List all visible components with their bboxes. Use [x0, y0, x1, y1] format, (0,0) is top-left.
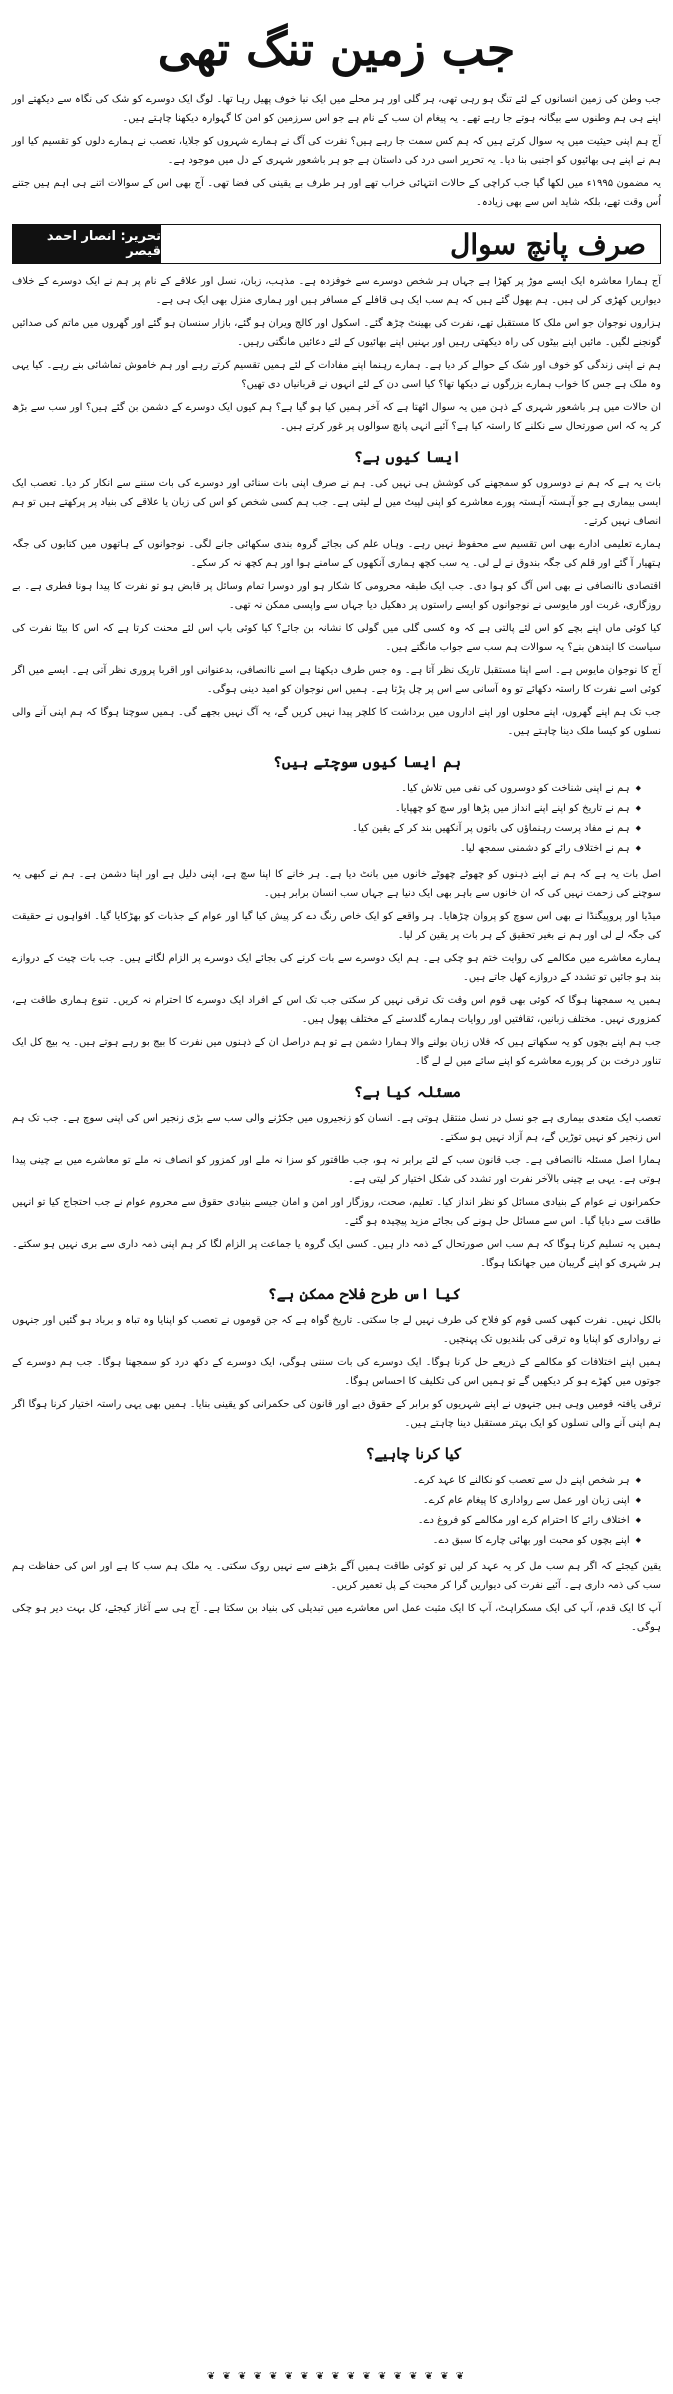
intro-paragraph: آج ہم اپنی حیثیت میں یہ سوال کرتے ہیں کہ ہم کس سمت جا رہے ہیں؟ نفرت کی آگ نے ہمارے شہروں کو جلایا، تعصب نے ہمارے دلوں کو تقسیم کیا اور ہم نے اپنے ہی بھائیوں کو اجنبی بنا دیا۔ یہ تحریر اسی درد کی داستان ہے جو ہر باشعور شہری کے دل میں موجود ہے۔ — [12, 136, 661, 166]
body-paragraph: آج کا نوجوان مایوس ہے۔ اسے اپنا مستقبل تاریک نظر آتا ہے۔ وہ جس طرف دیکھتا ہے اسے ناانصافی، بدعنوانی اور اقربا پروری نظر آتی ہے۔ ایسے میں اگر کوئی اسے نفرت کا راستہ دکھائے تو وہ آسانی سے اس پر چل پڑتا ہے۔ ہمیں اس نوجوان کو امید دینی ہوگی۔ — [12, 665, 661, 695]
body-paragraph: آپ کا ایک قدم، آپ کی ایک مسکراہٹ، آپ کا ایک مثبت عمل اس معاشرے میں تبدیلی کی بنیاد بن سکتا ہے۔ آج ہی سے آغاز کیجئے، کل بہت دیر ہو چکی ہوگی۔ — [12, 1603, 661, 1633]
list-item: ◆ ہم نے اپنی شناخت کو دوسروں کی نفی میں تلاش کیا۔ — [12, 779, 641, 799]
body-paragraph: حکمرانوں نے عوام کے بنیادی مسائل کو نظر انداز کیا۔ تعلیم، صحت، روزگار اور امن و امان جیسے بنیادی حقوق سے محروم عوام نے جب احتجاج کیا تو انہیں طاقت سے دبایا گیا۔ اس سے مسائل حل ہونے کی بجائے مزید پیچیدہ ہو گئے۔ — [12, 1197, 661, 1227]
section-heading: مسئلہ کیا ہے؟ — [353, 1083, 461, 1101]
body-paragraph: ہمیں یہ سمجھنا ہوگا کہ کوئی بھی قوم اس وقت تک ترقی نہیں کر سکتی جب تک اس کے افراد ایک دوسرے کا احترام نہ کریں۔ تنوع ہماری طاقت ہے، کمزوری نہیں۔ مختلف زبانیں، ثقافتیں اور روایات ہمارے گلدستے کے مختلف پھول ہیں۔ — [12, 995, 661, 1025]
intro-paragraph: جب وطن کی زمین انسانوں کے لئے تنگ ہو رہی تھی، ہر گلی اور ہر محلے میں ایک نیا خوف پھیل رہا تھا۔ لوگ ایک دوسرے کو شک کی نگاہ سے دیکھتے اور اپنے ہی ہم وطنوں سے بیگانہ ہوتے جا رہے تھے۔ یہ پیغام ان سب کے نام ہے جو اس سرزمین کو امن کا گہوارہ دیکھنا چاہتے ہیں۔ — [12, 94, 661, 124]
list-item: ◆ اختلاف رائے کا احترام کرے اور مکالمے کو فروغ دے۔ — [12, 1511, 641, 1531]
body-paragraph: ان حالات میں ہر باشعور شہری کے ذہن میں یہ سوال اٹھتا ہے کہ آخر ہمیں کیا ہو گیا ہے؟ ہم کیوں ایک دوسرے کے دشمن بن گئے ہیں؟ اور سب سے بڑھ کر یہ کہ اس صورتحال سے نکلنے کا راستہ کیا ہے؟ آئیے انہی پانچ سوالوں پر غور کرتے ہیں۔ — [12, 402, 661, 432]
section-heading: کیا کرنا چاہیے؟ — [366, 1445, 461, 1463]
list-item: ◆ اپنی زبان اور عمل سے رواداری کا پیغام عام کرے۔ — [12, 1491, 641, 1511]
body-paragraph: ہم نے اپنی زندگی کو خوف اور شک کے حوالے کر دیا ہے۔ ہمارے رہنما اپنے مفادات کے لئے ہمیں تقسیم کرتے رہے اور ہم خاموش تماشائی بنے رہے۔ کیا یہی وہ ملک ہے جس کا خواب ہمارے بزرگوں نے دیکھا تھا؟ کیا اسی دن کے لئے انہوں نے قربانیاں دی تھیں؟ — [12, 360, 661, 390]
footer-ornament: ❦ ❦ ❦ ❦ ❦ ❦ ❦ ❦ ❦ ❦ ❦ ❦ ❦ ❦ ❦ ❦ ❦ — [206, 2371, 467, 2382]
body-paragraph: اقتصادی ناانصافی نے بھی اس آگ کو ہوا دی۔ جب ایک طبقہ محرومی کا شکار ہو اور دوسرا تمام وسائل پر قابض ہو تو نفرت کا پیدا ہونا فطری ہے۔ بے روزگاری، غربت اور مایوسی نے نوجوانوں کو ایسے راستوں پر دھکیل دیا جہاں سے واپسی ممکن نہ تھی۔ — [12, 581, 661, 611]
body-paragraph: ہمیں اپنے اختلافات کو مکالمے کے ذریعے حل کرنا ہوگا۔ ایک دوسرے کی بات سننی ہوگی، ایک دوسرے کے دکھ درد کو سمجھنا ہوگا۔ جب ہم دوسرے کے جوتوں میں کھڑے ہو کر دیکھیں گے تو ہمیں اس کی تکلیف کا احساس ہوگا۔ — [12, 1357, 661, 1387]
list-item: ◆ ہم نے اختلاف رائے کو دشمنی سمجھ لیا۔ — [12, 839, 641, 859]
body-paragraph: تعصب ایک متعدی بیماری ہے جو نسل در نسل منتقل ہوتی ہے۔ انسان کو زنجیروں میں جکڑنے والی سب سے بڑی زنجیر اس کی اپنی سوچ ہے۔ جب تک ہم اس زنجیر کو نہیں توڑیں گے، ہم آزاد نہیں ہو سکتے۔ — [12, 1113, 661, 1143]
list-item: ◆ ہم نے مفاد پرست رہنماؤں کی باتوں پر آنکھیں بند کر کے یقین کیا۔ — [12, 819, 641, 839]
article-title: جب زمین تنگ تھی — [157, 22, 516, 76]
intro-section — [12, 90, 661, 212]
body-paragraph: ہمیں یہ تسلیم کرنا ہوگا کہ ہم سب اس صورتحال کے ذمہ دار ہیں۔ کسی ایک گروہ یا جماعت پر الزام لگا کر ہم اپنی ذمہ داری سے بری نہیں ہو سکتے۔ ہر شہری کو اپنے گریبان میں جھانکنا ہوگا۔ — [12, 1239, 661, 1269]
author-byline: تحریر: انصار احمد قیصر — [13, 225, 161, 263]
body-paragraph: جب ہم اپنے بچوں کو یہ سکھاتے ہیں کہ فلاں زبان بولنے والا ہمارا دشمن ہے تو ہم دراصل ان کے ذہنوں میں نفرت کا بیج بو رہے ہوتے ہیں۔ یہ بیج کل ایک تناور درخت بن کر پورے معاشرے کو اپنے سائے میں لے لے گا۔ — [12, 1037, 661, 1067]
body-paragraph: یقین کیجئے کہ اگر ہم سب مل کر یہ عہد کر لیں تو کوئی طاقت ہمیں آگے بڑھنے سے نہیں روک سکتی۔ یہ ملک ہم سب کا ہے اور اس کی حفاظت ہم سب کی ذمہ داری ہے۔ آئیے نفرت کی دیواریں گرا کر محبت کے پل تعمیر کریں۔ — [12, 1561, 661, 1591]
body-paragraph: ہمارے تعلیمی ادارے بھی اس تقسیم سے محفوظ نہیں رہے۔ وہاں علم کی بجائے گروہ بندی سکھائی جانے لگی۔ نوجوانوں کے ہاتھوں میں کتابوں کی جگہ ہتھیار آ گئے اور قلم کی جگہ بندوق نے لے لی۔ یہ سب کچھ ہماری آنکھوں کے سامنے ہوا اور ہم کچھ نہ کر سکے۔ — [12, 539, 661, 569]
body-paragraph: میڈیا اور پروپیگنڈا نے بھی اس سوچ کو پروان چڑھایا۔ ہر واقعے کو ایک خاص رنگ دے کر پیش کیا گیا اور عوام کے جذبات کو بھڑکایا گیا۔ افواہوں نے حقیقت کی جگہ لے لی اور ہم نے بغیر تحقیق کے ہر بات پر یقین کر لیا۔ — [12, 911, 661, 941]
bullet-list — [12, 779, 661, 859]
body-paragraph: ہزاروں نوجوان جو اس ملک کا مستقبل تھے، نفرت کی بھینٹ چڑھ گئے۔ اسکول اور کالج ویران ہو گئے، بازار سنسان ہو گئے اور گھروں میں ماتم کی صدائیں گونجنے لگیں۔ مائیں اپنے بیٹوں کی راہ دیکھتی رہیں اور بہنیں اپنے بھائیوں کے لئے دعائیں مانگتی رہیں۔ — [12, 318, 661, 348]
body-paragraph: ہمارا اصل مسئلہ ناانصافی ہے۔ جب قانون سب کے لئے برابر نہ ہو، جب طاقتور کو سزا نہ ملے اور کمزور کو انصاف نہ ملے تو معاشرے میں بے چینی پیدا ہوتی ہے۔ یہی بے چینی بالآخر نفرت اور تشدد کی شکل اختیار کر لیتی ہے۔ — [12, 1155, 661, 1185]
intro-paragraph: یہ مضمون ۱۹۹۵ء میں لکھا گیا جب کراچی کے حالات انتہائی خراب تھے اور ہر طرف بے یقینی کی فضا تھی۔ آج بھی اس کے سوالات اتنے ہی اہم ہیں جتنے اُس وقت تھے، بلکہ شاید اس سے بھی زیادہ۔ — [12, 178, 661, 208]
article-body — [12, 272, 661, 1641]
article-subtitle: صرف پانچ سوال — [450, 227, 646, 261]
body-paragraph: ترقی یافتہ قومیں وہی ہیں جنہوں نے اپنے شہریوں کو برابر کے حقوق دیے اور قانون کی حکمرانی کو یقینی بنایا۔ ہمیں بھی یہی راستہ اختیار کرنا ہوگا اگر ہم اپنی آنے والی نسلوں کو ایک بہتر مستقبل دینا چاہتے ہیں۔ — [12, 1399, 661, 1429]
section-heading: کیا اس طرح فلاح ممکن ہے؟ — [267, 1285, 461, 1303]
section-heading: ایسا کیوں ہے؟ — [353, 448, 461, 466]
list-item: ◆ ہر شخص اپنے دل سے تعصب کو نکالنے کا عہد کرے۔ — [12, 1471, 641, 1491]
body-paragraph: جب تک ہم اپنے گھروں، اپنے محلوں اور اپنے اداروں میں برداشت کا کلچر پیدا نہیں کریں گے، یہ آگ نہیں بجھے گی۔ ہمیں سوچنا ہوگا کہ ہم اپنی آنے والی نسلوں کو کیسا ملک دینا چاہتے ہیں۔ — [12, 707, 661, 737]
bullet-list — [12, 1471, 661, 1551]
section-heading: ہم ایسا کیوں سوچتے ہیں؟ — [273, 753, 461, 771]
body-paragraph: اصل بات یہ ہے کہ ہم نے اپنے ذہنوں کو چھوٹے چھوٹے خانوں میں بانٹ دیا ہے۔ ہر خانے کا اپنا سچ ہے، اپنی دلیل ہے اور اپنا دشمن ہے۔ ہم نے کبھی یہ سوچنے کی زحمت نہیں کی کہ ان خانوں سے باہر بھی ایک دنیا ہے جہاں سب انسان برابر ہیں۔ — [12, 869, 661, 899]
body-paragraph: کیا کوئی ماں اپنے بچے کو اس لئے پالتی ہے کہ وہ کسی گلی میں گولی کا نشانہ بن جائے؟ کیا کوئی باپ اس لئے محنت کرتا ہے کہ اس کا بیٹا نفرت کی سیاست کا ایندھن بنے؟ یہ سوالات ہم سب سے جواب مانگتے ہیں۔ — [12, 623, 661, 653]
body-paragraph: آج ہمارا معاشرہ ایک ایسے موڑ پر کھڑا ہے جہاں ہر شخص دوسرے سے خوفزدہ ہے۔ مذہب، زبان، نسل اور علاقے کے نام پر ہم نے ایک دوسرے کے خلاف دیواریں کھڑی کر لی ہیں۔ ہم بھول گئے ہیں کہ ہم سب ایک ہی قافلے کے مسافر ہیں اور ہماری منزل بھی ایک ہی ہے۔ — [12, 276, 661, 306]
body-paragraph: بالکل نہیں۔ نفرت کبھی کسی قوم کو فلاح کی طرف نہیں لے جا سکتی۔ تاریخ گواہ ہے کہ جن قوموں نے تعصب کو اپنایا وہ تباہ و برباد ہو گئیں اور جنہوں نے رواداری کو اپنایا وہ ترقی کی بلندیوں تک پہنچیں۔ — [12, 1315, 661, 1345]
body-paragraph: بات یہ ہے کہ ہم نے دوسروں کو سمجھنے کی کوشش ہی نہیں کی۔ ہم نے صرف اپنی بات سنائی اور دوسرے کی بات سننے سے انکار کر دیا۔ تعصب ایک ایسی بیماری ہے جو آہستہ آہستہ پورے معاشرے کو اپنی لپیٹ میں لے لیتی ہے۔ جب ہم کسی شخص کو اس کی زبان یا علاقے کی بنیاد پر پرکھتے ہیں تو ہم انصاف نہیں کرتے۔ — [12, 478, 661, 527]
body-paragraph: ہمارے معاشرے میں مکالمے کی روایت ختم ہو چکی ہے۔ ہم ایک دوسرے سے بات کرنے کی بجائے ایک دوسرے پر الزام لگاتے ہیں۔ جب بات چیت کے دروازے بند ہو جائیں تو تشدد کے دروازے کھل جاتے ہیں۔ — [12, 953, 661, 983]
list-item: ◆ اپنے بچوں کو محبت اور بھائی چارے کا سبق دے۔ — [12, 1531, 641, 1551]
list-item: ◆ ہم نے تاریخ کو اپنے اپنے انداز میں پڑھا اور سچ کو چھپایا۔ — [12, 799, 641, 819]
article-header-strip — [12, 224, 661, 264]
